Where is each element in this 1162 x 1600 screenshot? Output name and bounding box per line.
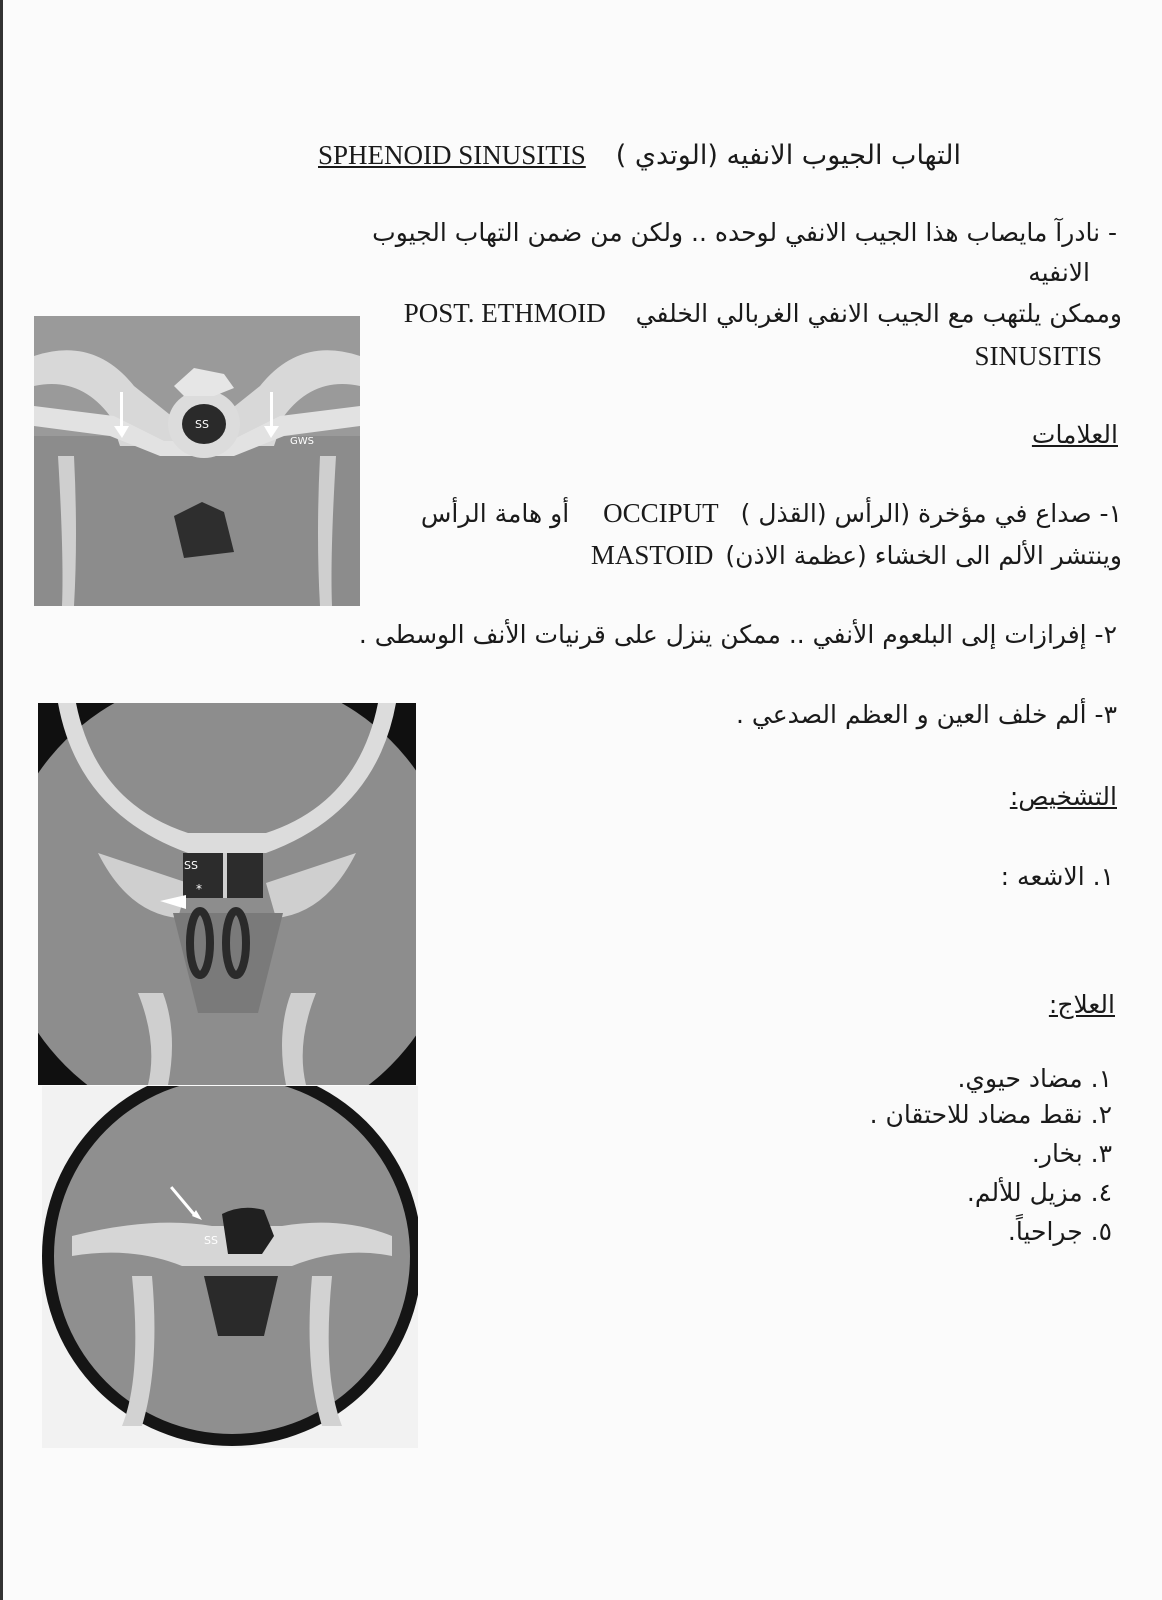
treatment-item-5: ٥. جراحياً.: [1007, 1217, 1112, 1246]
treatment-item-1: ١. مضاد حيوي.: [957, 1064, 1112, 1093]
sign-1-text-c: وينتشر الألم الى الخشاء (عظمة الاذن): [725, 541, 1122, 570]
signs-heading: العلامات: [1031, 420, 1118, 449]
sign-1-line-2: [591, 540, 1122, 571]
sign-1-line-1: [421, 498, 1122, 529]
fig3-label-ss: SS: [204, 1234, 218, 1247]
fig2-label-star: *: [196, 882, 202, 896]
sign-1-latin-mastoid: MASTOID: [590, 540, 714, 570]
page-title: [318, 140, 961, 171]
ct-scan-figure-1: [34, 316, 360, 606]
intro-line-2: الانفيه: [1028, 258, 1090, 287]
sign-2: ٢- إفرازات إلى البلعوم الأنفي .. ممكن ينزل على قرنيات الأنف الوسطى .: [358, 620, 1117, 649]
sign-1-text-b: أو هامة الرأس: [420, 499, 570, 528]
diagnosis-heading: التشخيص:: [1009, 782, 1117, 811]
fig1-label-ss: SS: [195, 418, 209, 431]
intro-line-3: [404, 298, 1122, 329]
treatment-heading: العلاج:: [1048, 990, 1115, 1019]
ct-scan-figure-2: [38, 703, 416, 1085]
intro-line-3-latin: POST. ETHMOID: [403, 298, 606, 328]
title-arabic: التهاب الجيوب الانفيه (الوتدي ): [615, 140, 962, 171]
diagnosis-item-1: ١. الاشعه :: [1000, 862, 1114, 891]
treatment-item-2: ٢. نقط مضاد للاحتقان .: [869, 1100, 1112, 1129]
title-latin: SPHENOID SINUSITIS: [318, 140, 586, 170]
treatment-item-3: ٣. بخار.: [1031, 1139, 1112, 1168]
intro-line-1: - نادرآ مايصاب هذا الجيب الانفي لوحده .. ولكن من ضمن التهاب الجيوب: [372, 218, 1117, 247]
intro-line-4: SINUSITIS: [974, 341, 1102, 371]
page-edge-line: [0, 0, 3, 1600]
fig2-label-ss: SS: [184, 859, 198, 872]
treatment-item-4: ٤. مزيل للألم.: [966, 1178, 1112, 1207]
sign-1-latin-occiput: OCCIPUT: [603, 498, 719, 528]
intro-line-3-arabic: وممكن يلتهب مع الجيب الانفي الغربالي الخلفي: [635, 299, 1122, 328]
sign-3: ٣- ألم خلف العين و العظم الصدعي .: [735, 700, 1117, 729]
sign-1-text-a: ١- صداع في مؤخرة (الرأس (القذل ): [740, 499, 1122, 528]
ct-scan-figure-3: [42, 1086, 418, 1448]
fig1-label-gws: GWS: [290, 436, 314, 447]
